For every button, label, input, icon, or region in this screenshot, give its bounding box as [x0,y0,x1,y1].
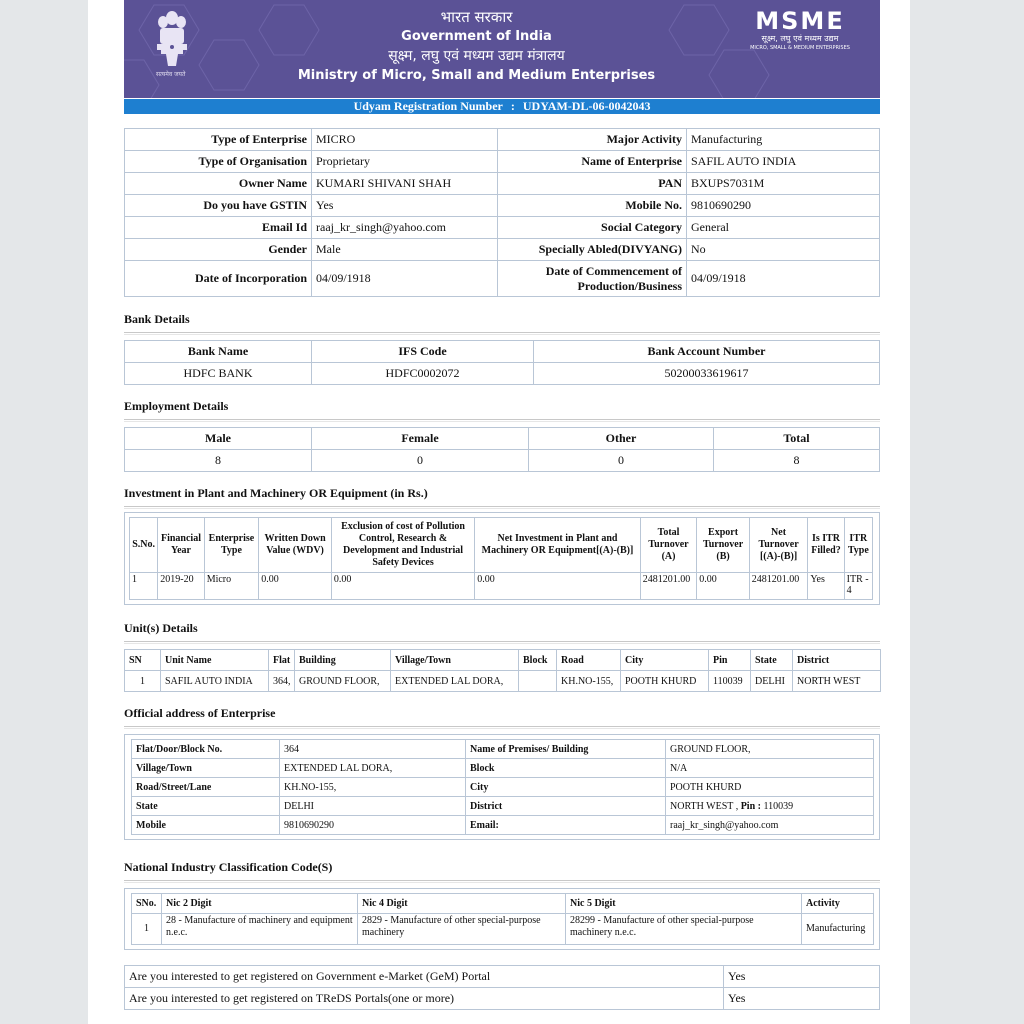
table-cell: 8 [125,450,312,472]
pin-value: 110039 [763,800,794,812]
table-row [132,740,874,759]
detail-label: Mobile No. [498,195,687,217]
question-answer: Yes [724,988,880,1010]
table-cell: 110039 [709,671,751,692]
column-header: Total Turnover (A) [640,518,697,573]
address-label: Mobile [132,816,280,835]
table-cell: 1 [132,914,162,945]
table-cell: 2019-20 [158,573,204,600]
address-value: GROUND FLOOR, [666,740,874,759]
detail-value: General [687,217,880,239]
column-header: Unit Name [161,650,269,671]
column-header: Bank Name [125,341,312,363]
nic-title: National Industry Classification Code(S) [124,860,333,874]
column-header: Total [714,428,880,450]
pin-label: Pin : [740,800,761,812]
column-header: City [621,650,709,671]
column-header: Female [312,428,529,450]
table-cell: 0 [529,450,714,472]
detail-value: Male [312,239,498,261]
table-cell: POOTH KHURD [621,671,709,692]
table-cell: NORTH WEST [793,671,881,692]
table-row [125,239,880,261]
table-cell: 1 [130,573,158,600]
address-label: Name of Premises/ Building [466,740,666,759]
portal-questions-table [124,965,880,1010]
registration-separator: : [510,99,515,113]
table-cell: 364, [269,671,295,692]
section-divider [124,332,880,335]
detail-label: Type of Enterprise [125,129,312,151]
table-cell: 28299 - Manufacture of other special-purpose machinery n.e.c. [566,914,802,945]
column-header: Nic 5 Digit [566,894,802,914]
detail-label: Gender [125,239,312,261]
table-cell: GROUND FLOOR, [295,671,391,692]
address-label: Flat/Door/Block No. [132,740,280,759]
column-header: Flat [269,650,295,671]
detail-label: Social Category [498,217,687,239]
investment-box [124,512,880,605]
emblem-caption: सत्यमेव जयते [156,71,186,78]
address-value: 9810690290 [280,816,466,835]
commencement-label-line1: Date of Commencement of [545,263,682,278]
address-value: N/A [666,759,874,778]
msme-logo-english: MICRO, SMALL & MEDIUM ENTERPRISES [750,45,850,51]
column-header: Financial Year [158,518,204,573]
column-header: Written Down Value (WDV) [259,518,332,573]
column-header: Nic 4 Digit [358,894,566,914]
table-header-row [125,341,880,363]
nic-box [124,888,880,950]
column-header: Enterprise Type [204,518,259,573]
table-cell: EXTENDED LAL DORA, [391,671,519,692]
units-title: Unit(s) Details [124,621,198,635]
investment-table [129,517,873,600]
address-table [131,739,874,835]
table-cell: 0.00 [475,573,641,600]
commencement-label-line2: Production/Business [577,278,682,293]
detail-value: 9810690290 [687,195,880,217]
table-row [125,671,881,692]
registration-number-bar [124,99,880,114]
table-row [125,363,880,385]
detail-value: BXUPS7031M [687,173,880,195]
government-title: Government of India [401,29,552,44]
employment-details-table [124,427,880,472]
column-header: Exclusion of cost of Pollution Control, Research & Development and Industrial Safety Devices [331,518,474,573]
address-value: raaj_kr_singh@yahoo.com [666,816,874,835]
certificate-page [88,0,910,1024]
detail-label: Do you have GSTIN [125,195,312,217]
table-cell: DELHI [751,671,793,692]
table-cell: 2481201.00 [749,573,808,600]
registration-label: Udyam Registration Number [353,99,503,113]
detail-value: KUMARI SHIVANI SHAH [312,173,498,195]
column-header: IFS Code [312,341,534,363]
table-cell: Manufacturing [802,914,874,945]
table-row [125,261,880,297]
detail-value: MICRO [312,129,498,151]
address-label: District [466,797,666,816]
detail-value: 04/09/1918 [312,261,498,297]
bank-details-title: Bank Details [124,312,190,326]
table-header-row [125,428,880,450]
address-value [666,797,874,816]
table-cell: 2829 - Manufacture of other special-purpose machinery [358,914,566,945]
detail-label: Specially Abled(DIVYANG) [498,239,687,261]
table-row [132,778,874,797]
registration-number: UDYAM-DL-06-0042043 [522,99,651,113]
detail-label: PAN [498,173,687,195]
address-label: City [466,778,666,797]
table-row [125,195,880,217]
address-label: Block [466,759,666,778]
table-cell: Yes [808,573,844,600]
column-header: Block [519,650,557,671]
section-divider [124,506,880,509]
question-text: Are you interested to get registered on Government e-Market (GeM) Portal [125,966,724,988]
table-cell: HDFC BANK [125,363,312,385]
address-value: 364 [280,740,466,759]
bank-details-table [124,340,880,385]
detail-value: SAFIL AUTO INDIA [687,151,880,173]
table-row [125,217,880,239]
detail-value: raaj_kr_singh@yahoo.com [312,217,498,239]
column-header: Bank Account Number [534,341,880,363]
employment-details-title: Employment Details [124,399,229,413]
certificate-content [124,0,880,1005]
detail-label: Email Id [125,217,312,239]
detail-label: Date of Incorporation [125,261,312,297]
table-cell: HDFC0002072 [312,363,534,385]
table-row [132,759,874,778]
address-label: Road/Street/Lane [132,778,280,797]
table-cell: 2481201.00 [640,573,697,600]
table-header-row [132,894,874,914]
table-header-row [130,518,873,573]
detail-value: Yes [312,195,498,217]
table-cell: 8 [714,450,880,472]
section-divider [124,419,880,422]
ministry-title: Ministry of Micro, Small and Medium Enterprises [297,68,656,83]
enterprise-details-table [124,128,880,297]
detail-value: 04/09/1918 [687,261,880,297]
detail-label: Major Activity [498,129,687,151]
table-cell: 50200033619617 [534,363,880,385]
address-label: Email: [466,816,666,835]
detail-label: Type of Organisation [125,151,312,173]
column-header: Activity [802,894,874,914]
column-header: Other [529,428,714,450]
table-row [125,151,880,173]
table-header-row [125,650,881,671]
column-header: S.No. [130,518,158,573]
table-row [132,914,874,945]
section-divider [124,880,880,883]
column-header: Net Turnover [(A)-(B)] [749,518,808,573]
detail-value: No [687,239,880,261]
msme-logo [744,8,856,52]
hindi-ministry-title: सूक्ष्म, लघु एवं मध्यम उद्यम मंत्रालय [388,48,565,64]
table-cell: SAFIL AUTO INDIA [161,671,269,692]
column-header: Is ITR Filled? [808,518,844,573]
table-cell: 0.00 [697,573,749,600]
table-row [125,129,880,151]
table-cell: 0 [312,450,529,472]
column-header: State [751,650,793,671]
table-row [125,450,880,472]
column-header: Pin [709,650,751,671]
question-answer: Yes [724,966,880,988]
address-value: DELHI [280,797,466,816]
table-cell: 28 - Manufacture of machinery and equipment n.e.c. [162,914,358,945]
address-label: Village/Town [132,759,280,778]
column-header: SNo. [132,894,162,914]
table-row [132,816,874,835]
msme-logo-hindi: सूक्ष्म, लघु एवं मध्यम उद्यम [761,34,839,43]
national-emblem-icon [152,8,192,70]
column-header: Village/Town [391,650,519,671]
table-row [125,988,880,1010]
address-title: Official address of Enterprise [124,706,276,720]
nic-table [131,893,874,945]
table-cell: 1 [125,671,161,692]
column-header: Building [295,650,391,671]
hindi-government-title: भारत सरकार [440,8,513,26]
address-label: State [132,797,280,816]
table-cell: Micro [204,573,259,600]
address-value: POOTH KHURD [666,778,874,797]
column-header: Export Turnover (B) [697,518,749,573]
table-cell [519,671,557,692]
column-header: Male [125,428,312,450]
investment-title: Investment in Plant and Machinery OR Equipment (in Rs.) [124,486,428,500]
column-header: Road [557,650,621,671]
msme-logo-text: MSME [755,7,845,35]
table-row [132,797,874,816]
table-cell: KH.NO-155, [557,671,621,692]
header-titles [274,6,679,86]
address-box [124,734,880,840]
table-cell: ITR - 4 [844,573,872,600]
section-divider [124,726,880,729]
table-row [125,966,880,988]
header-banner [124,0,880,98]
question-text: Are you interested to get registered on TReDS Portals(one or more) [125,988,724,1010]
address-value: EXTENDED LAL DORA, [280,759,466,778]
units-table [124,649,881,692]
detail-label: Name of Enterprise [498,151,687,173]
detail-label: Owner Name [125,173,312,195]
detail-value: Proprietary [312,151,498,173]
column-header: Nic 2 Digit [162,894,358,914]
detail-value: Manufacturing [687,129,880,151]
table-row [130,573,873,600]
address-value: KH.NO-155, [280,778,466,797]
table-cell: 0.00 [259,573,332,600]
detail-label [498,261,687,297]
column-header: District [793,650,881,671]
table-cell: 0.00 [331,573,474,600]
section-divider [124,641,880,644]
column-header: ITR Type [844,518,872,573]
table-row [125,173,880,195]
column-header: SN [125,650,161,671]
district-value: NORTH WEST , [670,800,739,812]
column-header: Net Investment in Plant and Machinery OR Equipment[(A)-(B)] [475,518,641,573]
